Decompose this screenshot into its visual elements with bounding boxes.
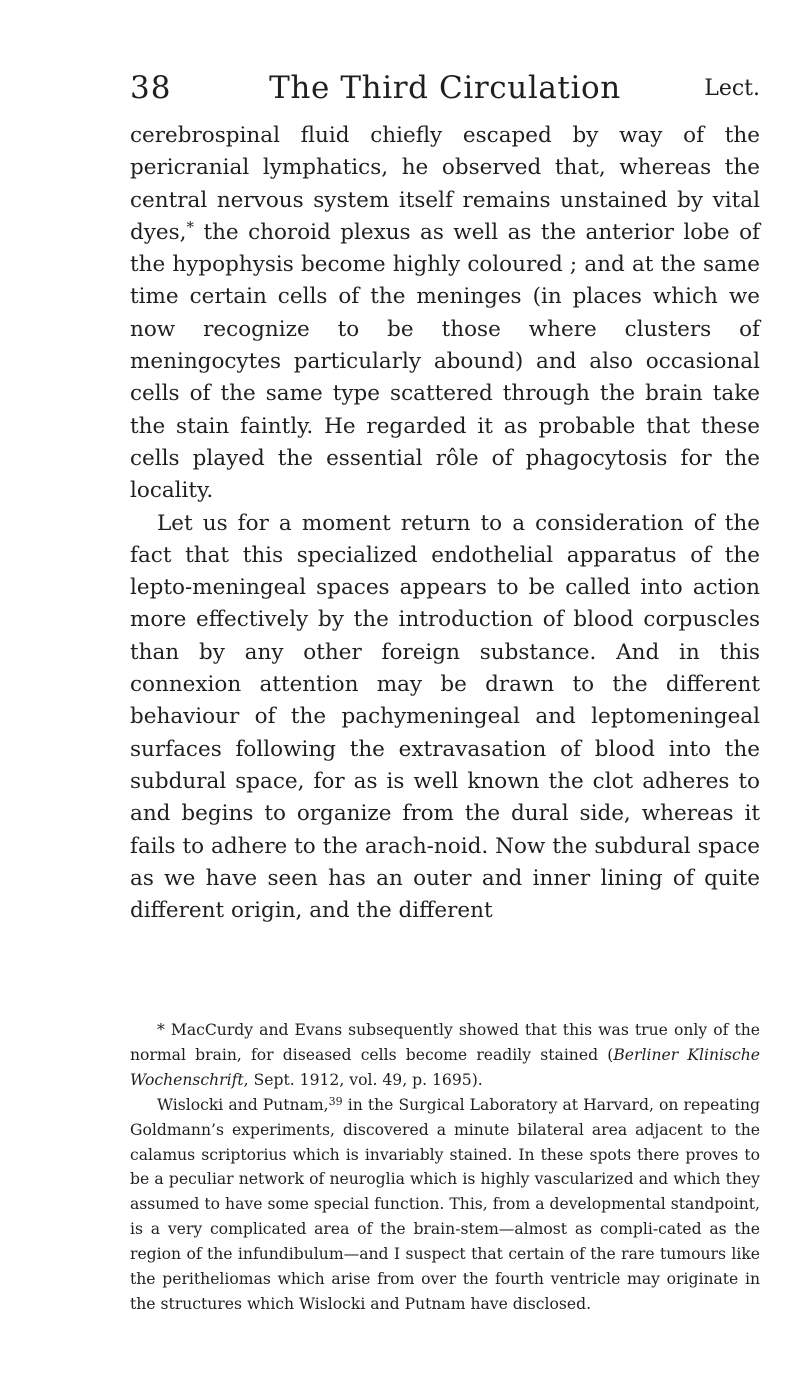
footnotes	[130, 1018, 760, 1317]
running-head	[130, 70, 760, 110]
paragraph-1-continuation: the choroid plexus as well as the anterior lobe of the hypophysis become highly coloured ; and at the same time certain cells of the meninges (in places which we now recognize to be those where clusters of meningocytes particularly abound) and also occasional cells of the same type scattered through the brain take the stain faintly. He regarded it as probable that these cells played the essential rôle of phagocytosis for the locality.	[130, 219, 760, 504]
paragraph-continued	[130, 120, 760, 508]
running-section: Lect.	[704, 76, 760, 101]
footnote-2	[130, 1093, 760, 1317]
footnote-2-lead: Wislocki and Putnam,	[157, 1095, 329, 1114]
paragraph-2: Let us for a moment return to a consideration of the fact that this specialized endothelial apparatus of the lepto-meningeal spaces appears to be called into action more effectively by the introduction of blood corpuscles than by any other foreign substance. And in this connexion attention may be drawn to the different behaviour of the pachymeningeal and leptomeningeal surfaces following the extravasation of blood into the subdural space, for as is well known the clot adheres to and begins to organize from the dural side, whereas it fails to adhere to the arach-noid. Now the subdural space as we have seen has an outer and inner lining of quite different origin, and the different	[130, 510, 760, 924]
footnote-1-tail: , Sept. 1912, vol. 49, p. 1695).	[243, 1070, 483, 1089]
footnote-1-mark: *	[157, 1021, 165, 1039]
page-number: 38	[130, 70, 172, 106]
footnote-2-text: in the Surgical Laboratory at Harvard, on repeating Goldmann’s experiments, discovered a minute bilateral area adjacent to the calamus scriptorius which is invariably stained. In these spots there proves to be a peculiar network of neuroglia which is highly vascularized and which they assumed to have some special function. This, from a developmental standpoint, is a very complicated area of the brain-stem—almost as compli-cated as the region of the infundibulum—and I suspect that certain of the rare tumours like the peritheliomas which arise from over the fourth ventricle may originate in the structures which Wislocki and Putnam have disclosed.	[130, 1095, 760, 1313]
footnote-1-journal: Berliner Klinische Wochenschrift	[130, 1045, 761, 1089]
running-title: The Third Circulation	[269, 70, 621, 106]
footnote-marker: *	[186, 217, 195, 236]
footnote-1	[130, 1018, 760, 1093]
reference-number: 39	[328, 1094, 343, 1108]
footnote-1-text: MacCurdy and Evans subsequently showed that this was true only of the normal brain, for diseased cells become readily stained (	[130, 1021, 760, 1064]
paragraph-1-text: cerebrospinal fluid chiefly escaped by way of the pericranial lymphatics, he observed that, whereas the central nervous system itself remains unstained by vital dyes,	[130, 123, 760, 245]
body-text	[130, 120, 760, 927]
